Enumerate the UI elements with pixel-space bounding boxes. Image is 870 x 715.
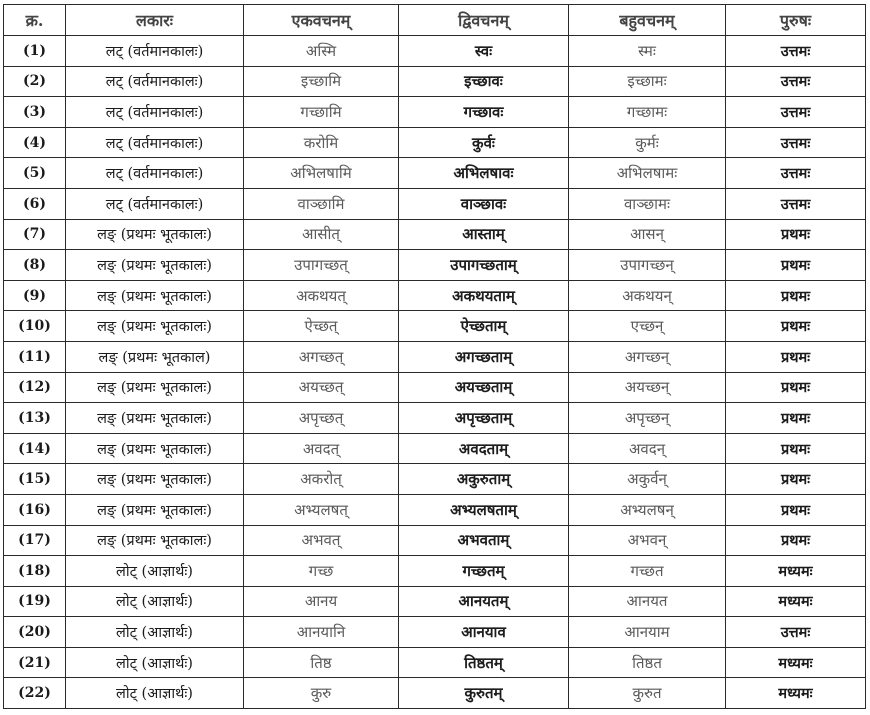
cell-dvivachana: कुर्वः bbox=[399, 127, 569, 158]
cell-ekavachana: आसीत् bbox=[244, 219, 399, 250]
cell-lakara: लङ् (प्रथमः भूतकालः) bbox=[66, 433, 244, 464]
cell-purusha: मध्यमः bbox=[726, 678, 866, 709]
table-row bbox=[4, 678, 866, 709]
cell-serial-number: (18) bbox=[4, 556, 66, 587]
cell-dvivachana: अकुरुताम् bbox=[399, 464, 569, 495]
cell-ekavachana: अपृच्छत् bbox=[244, 403, 399, 434]
cell-lakara: लङ् (प्रथमः भूतकाल) bbox=[66, 341, 244, 372]
cell-bahuvachana: आनयत bbox=[569, 586, 726, 617]
table-row bbox=[4, 219, 866, 250]
cell-purusha: मध्यमः bbox=[726, 647, 866, 678]
cell-dvivachana: वाञ्छावः bbox=[399, 188, 569, 219]
table-row bbox=[4, 372, 866, 403]
header-ekavachana: एकवचनम् bbox=[244, 5, 399, 36]
cell-ekavachana: आनयानि bbox=[244, 617, 399, 648]
cell-purusha: प्रथमः bbox=[726, 341, 866, 372]
cell-serial-number: (10) bbox=[4, 311, 66, 342]
cell-ekavachana: कुरु bbox=[244, 678, 399, 709]
cell-purusha: उत्तमः bbox=[726, 97, 866, 128]
cell-serial-number: (2) bbox=[4, 66, 66, 97]
cell-lakara: लङ् (प्रथमः भूतकालः) bbox=[66, 219, 244, 250]
cell-ekavachana: ऐच्छत् bbox=[244, 311, 399, 342]
table-row bbox=[4, 464, 866, 495]
cell-serial-number: (4) bbox=[4, 127, 66, 158]
table-row bbox=[4, 525, 866, 556]
table-row bbox=[4, 158, 866, 189]
cell-ekavachana: अभिलषामि bbox=[244, 158, 399, 189]
cell-ekavachana: अकथयत् bbox=[244, 280, 399, 311]
header-lakara: लकारः bbox=[66, 5, 244, 36]
cell-dvivachana: अवदताम् bbox=[399, 433, 569, 464]
cell-lakara: लट् (वर्तमानकालः) bbox=[66, 97, 244, 128]
cell-purusha: प्रथमः bbox=[726, 494, 866, 525]
cell-lakara: लोट् (आज्ञार्थः) bbox=[66, 678, 244, 709]
cell-purusha: प्रथमः bbox=[726, 433, 866, 464]
table-row bbox=[4, 586, 866, 617]
cell-purusha: उत्तमः bbox=[726, 617, 866, 648]
cell-dvivachana: अभ्यलषताम् bbox=[399, 494, 569, 525]
table-header-row bbox=[4, 5, 866, 36]
cell-serial-number: (22) bbox=[4, 678, 66, 709]
cell-lakara: लङ् (प्रथमः भूतकालः) bbox=[66, 464, 244, 495]
cell-serial-number: (13) bbox=[4, 403, 66, 434]
cell-lakara: लङ् (प्रथमः भूतकालः) bbox=[66, 280, 244, 311]
cell-purusha: प्रथमः bbox=[726, 219, 866, 250]
cell-lakara: लङ् (प्रथमः भूतकालः) bbox=[66, 403, 244, 434]
cell-serial-number: (6) bbox=[4, 188, 66, 219]
cell-bahuvachana: तिष्ठत bbox=[569, 647, 726, 678]
cell-bahuvachana: अयच्छन् bbox=[569, 372, 726, 403]
cell-ekavachana: तिष्ठ bbox=[244, 647, 399, 678]
cell-purusha: मध्यमः bbox=[726, 586, 866, 617]
cell-bahuvachana: आसन् bbox=[569, 219, 726, 250]
table-row bbox=[4, 403, 866, 434]
cell-serial-number: (8) bbox=[4, 250, 66, 281]
cell-bahuvachana: अभ्यलषन् bbox=[569, 494, 726, 525]
cell-bahuvachana: अवदन् bbox=[569, 433, 726, 464]
cell-dvivachana: गच्छावः bbox=[399, 97, 569, 128]
cell-purusha: उत्तमः bbox=[726, 127, 866, 158]
cell-purusha: प्रथमः bbox=[726, 372, 866, 403]
cell-serial-number: (16) bbox=[4, 494, 66, 525]
cell-bahuvachana: अभवन् bbox=[569, 525, 726, 556]
cell-purusha: उत्तमः bbox=[726, 158, 866, 189]
cell-bahuvachana: अकथयन् bbox=[569, 280, 726, 311]
cell-serial-number: (12) bbox=[4, 372, 66, 403]
cell-dvivachana: अयच्छताम् bbox=[399, 372, 569, 403]
cell-ekavachana: उपागच्छत् bbox=[244, 250, 399, 281]
cell-bahuvachana: आनयाम bbox=[569, 617, 726, 648]
cell-serial-number: (14) bbox=[4, 433, 66, 464]
cell-bahuvachana: वाञ्छामः bbox=[569, 188, 726, 219]
cell-bahuvachana: अकुर्वन् bbox=[569, 464, 726, 495]
cell-purusha: प्रथमः bbox=[726, 464, 866, 495]
cell-bahuvachana: कुरुत bbox=[569, 678, 726, 709]
cell-bahuvachana: गच्छत bbox=[569, 556, 726, 587]
cell-lakara: लोट् (आज्ञार्थः) bbox=[66, 556, 244, 587]
cell-lakara: लङ् (प्रथमः भूतकालः) bbox=[66, 494, 244, 525]
cell-ekavachana: आनय bbox=[244, 586, 399, 617]
cell-bahuvachana: अगच्छन् bbox=[569, 341, 726, 372]
cell-lakara: लट् (वर्तमानकालः) bbox=[66, 158, 244, 189]
cell-dvivachana: आस्ताम् bbox=[399, 219, 569, 250]
table-row bbox=[4, 36, 866, 67]
cell-bahuvachana: अभिलषामः bbox=[569, 158, 726, 189]
cell-dvivachana: आनयतम् bbox=[399, 586, 569, 617]
cell-dvivachana: अकथयताम् bbox=[399, 280, 569, 311]
cell-serial-number: (21) bbox=[4, 647, 66, 678]
cell-serial-number: (3) bbox=[4, 97, 66, 128]
cell-serial-number: (1) bbox=[4, 36, 66, 67]
cell-purusha: प्रथमः bbox=[726, 250, 866, 281]
cell-lakara: लङ् (प्रथमः भूतकालः) bbox=[66, 311, 244, 342]
cell-ekavachana: गच्छामि bbox=[244, 97, 399, 128]
cell-dvivachana: अभवताम् bbox=[399, 525, 569, 556]
cell-bahuvachana: कुर्मः bbox=[569, 127, 726, 158]
cell-bahuvachana: उपागच्छन् bbox=[569, 250, 726, 281]
cell-serial-number: (9) bbox=[4, 280, 66, 311]
cell-serial-number: (15) bbox=[4, 464, 66, 495]
cell-bahuvachana: इच्छामः bbox=[569, 66, 726, 97]
cell-lakara: लङ् (प्रथमः भूतकालः) bbox=[66, 525, 244, 556]
cell-ekavachana: अभ्यलषत् bbox=[244, 494, 399, 525]
cell-dvivachana: अभिलषावः bbox=[399, 158, 569, 189]
table-row bbox=[4, 280, 866, 311]
table-row bbox=[4, 311, 866, 342]
cell-bahuvachana: एच्छन् bbox=[569, 311, 726, 342]
cell-purusha: उत्तमः bbox=[726, 66, 866, 97]
cell-purusha: उत्तमः bbox=[726, 36, 866, 67]
cell-bahuvachana: गच्छामः bbox=[569, 97, 726, 128]
cell-ekavachana: करोमि bbox=[244, 127, 399, 158]
cell-purusha: मध्यमः bbox=[726, 556, 866, 587]
cell-lakara: लङ् (प्रथमः भूतकालः) bbox=[66, 250, 244, 281]
cell-serial-number: (5) bbox=[4, 158, 66, 189]
header-purusha: पुरुषः bbox=[726, 5, 866, 36]
table-row bbox=[4, 617, 866, 648]
cell-lakara: लोट् (आज्ञार्थः) bbox=[66, 586, 244, 617]
table-body bbox=[4, 36, 866, 709]
cell-ekavachana: अभवत् bbox=[244, 525, 399, 556]
cell-dvivachana: ऐच्छताम् bbox=[399, 311, 569, 342]
table-row bbox=[4, 556, 866, 587]
cell-lakara: लोट् (आज्ञार्थः) bbox=[66, 647, 244, 678]
cell-purusha: प्रथमः bbox=[726, 280, 866, 311]
table-row bbox=[4, 647, 866, 678]
cell-serial-number: (20) bbox=[4, 617, 66, 648]
cell-dvivachana: कुरुतम् bbox=[399, 678, 569, 709]
cell-purusha: प्रथमः bbox=[726, 311, 866, 342]
cell-serial-number: (7) bbox=[4, 219, 66, 250]
conjugation-table bbox=[3, 4, 866, 709]
cell-ekavachana: गच्छ bbox=[244, 556, 399, 587]
cell-dvivachana: स्वः bbox=[399, 36, 569, 67]
cell-bahuvachana: अपृच्छन् bbox=[569, 403, 726, 434]
cell-dvivachana: इच्छावः bbox=[399, 66, 569, 97]
table-row bbox=[4, 188, 866, 219]
cell-ekavachana: अस्मि bbox=[244, 36, 399, 67]
table-row bbox=[4, 66, 866, 97]
header-dvivachana: द्विवचनम् bbox=[399, 5, 569, 36]
cell-lakara: लङ् (प्रथमः भूतकालः) bbox=[66, 372, 244, 403]
cell-lakara: लोट् (आज्ञार्थः) bbox=[66, 617, 244, 648]
header-bahuvachana: बहुवचनम् bbox=[569, 5, 726, 36]
table-row bbox=[4, 494, 866, 525]
cell-ekavachana: वाञ्छामि bbox=[244, 188, 399, 219]
cell-serial-number: (17) bbox=[4, 525, 66, 556]
cell-ekavachana: इच्छामि bbox=[244, 66, 399, 97]
table-row bbox=[4, 127, 866, 158]
cell-bahuvachana: स्मः bbox=[569, 36, 726, 67]
cell-dvivachana: अपृच्छताम् bbox=[399, 403, 569, 434]
cell-purusha: प्रथमः bbox=[726, 525, 866, 556]
cell-dvivachana: अगच्छताम् bbox=[399, 341, 569, 372]
cell-dvivachana: गच्छतम् bbox=[399, 556, 569, 587]
table-row bbox=[4, 433, 866, 464]
cell-ekavachana: अयच्छत् bbox=[244, 372, 399, 403]
cell-dvivachana: आनयाव bbox=[399, 617, 569, 648]
table-row bbox=[4, 97, 866, 128]
cell-lakara: लट् (वर्तमानकालः) bbox=[66, 66, 244, 97]
cell-dvivachana: तिष्ठतम् bbox=[399, 647, 569, 678]
table-row bbox=[4, 341, 866, 372]
cell-dvivachana: उपागच्छताम् bbox=[399, 250, 569, 281]
cell-ekavachana: अकरोत् bbox=[244, 464, 399, 495]
cell-lakara: लट् (वर्तमानकालः) bbox=[66, 36, 244, 67]
cell-purusha: प्रथमः bbox=[726, 403, 866, 434]
cell-lakara: लट् (वर्तमानकालः) bbox=[66, 127, 244, 158]
cell-lakara: लट् (वर्तमानकालः) bbox=[66, 188, 244, 219]
cell-ekavachana: अगच्छत् bbox=[244, 341, 399, 372]
cell-ekavachana: अवदत् bbox=[244, 433, 399, 464]
table-row bbox=[4, 250, 866, 281]
header-serial-number: क्र. bbox=[4, 5, 66, 36]
cell-serial-number: (11) bbox=[4, 341, 66, 372]
cell-purusha: उत्तमः bbox=[726, 188, 866, 219]
conjugation-table-container bbox=[3, 4, 866, 709]
cell-serial-number: (19) bbox=[4, 586, 66, 617]
